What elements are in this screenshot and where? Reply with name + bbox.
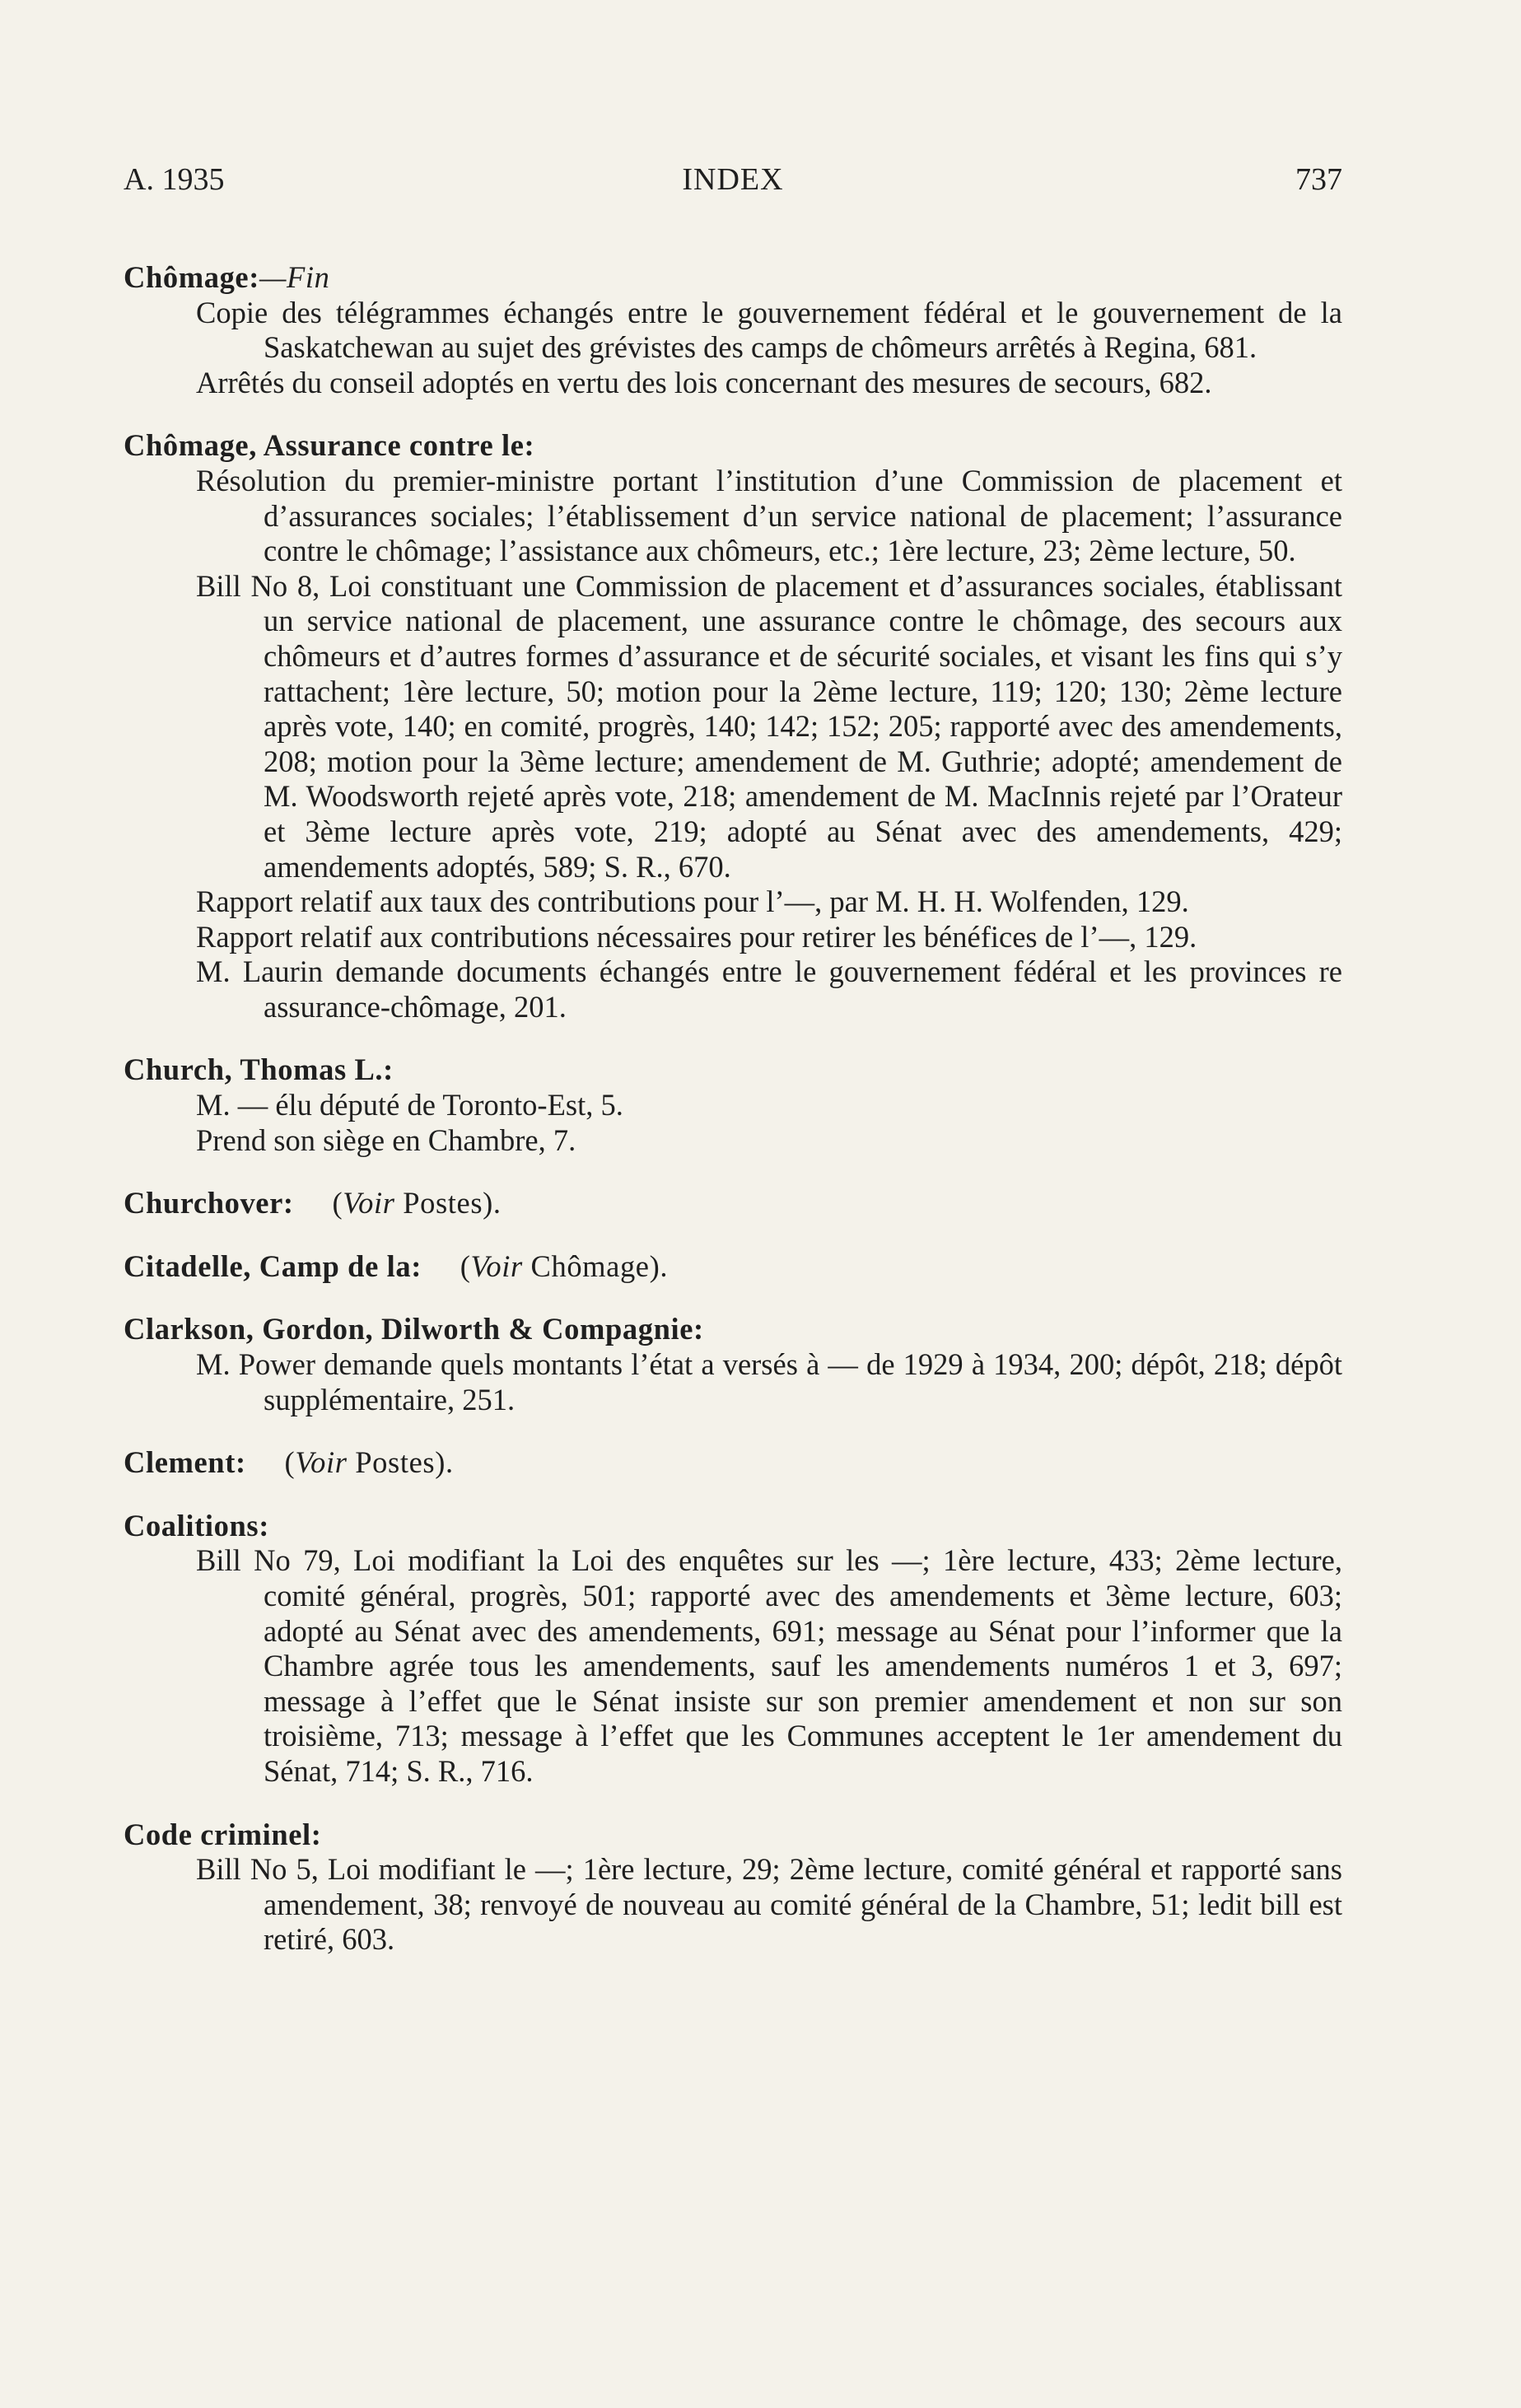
entry-heading [124, 1818, 1342, 1853]
index-entry [124, 1509, 1342, 1790]
entry-heading [124, 260, 1342, 296]
entry-heading [124, 1509, 1342, 1544]
page-header [124, 161, 1342, 203]
cross-reference-word: Voir [343, 1186, 395, 1220]
cross-reference-target: Chômage [522, 1248, 650, 1283]
index-entry [124, 1052, 1342, 1158]
header-title: INDEX [682, 162, 784, 197]
entry-item: M. — élu député de Toronto-Est, 5. [196, 1088, 623, 1122]
entry-item: M. Laurin demande documents échangés entre le gouvernement fédéral et les provinces re assurance-chômage, 201. [196, 954, 1342, 1024]
entry-heading-suffix: —Fin [259, 260, 330, 294]
entry-heading [124, 1249, 1342, 1285]
entry-item: Arrêtés du conseil adoptés en vertu des lois concernant des mesures de secours, 682. [196, 365, 1212, 399]
entry-heading [124, 428, 1342, 464]
index-entry [124, 1186, 1342, 1221]
entry-item: Résolution du premier-ministre portant l’institution d’une Commission de placement et d’assurances sociales; l’établissement d’un service national de placement; l’assurance contre le chômage; l’assistance aux chômeurs, etc.; 1ère lecture, 23; 2ème lecture, 50. [196, 463, 1342, 568]
entry-item: Rapport relatif aux taux des contributions pour l’—, par M. H. H. Wolfenden, 129. [196, 884, 1189, 919]
entry-item: Rapport relatif aux contributions nécessaires pour retirer les bénéfices de l’—, 129. [196, 919, 1197, 954]
cross-reference-word: Voir [295, 1445, 348, 1480]
index-entry [124, 1312, 1342, 1417]
cross-reference: (Voir Postes). [293, 1186, 502, 1220]
entry-item: Prend son siège en Chambre, 7. [196, 1122, 576, 1157]
entry-heading-text: Clement: [124, 1445, 246, 1480]
cross-reference: (Voir Chômage). [421, 1248, 669, 1283]
entry-heading-text: Citadelle, Camp de la: [124, 1248, 422, 1283]
cross-reference: (Voir Postes). [245, 1445, 454, 1480]
index-entry [124, 428, 1342, 1024]
entry-heading-text: Chômage, Assurance contre le: [124, 428, 535, 463]
entry-heading-text: Churchover: [124, 1186, 294, 1220]
entry-item: Bill No 5, Loi modifiant le —; 1ère lecture, 29; 2ème lecture, comité général et rapporté sans amendement, 38; renvoyé de nouveau au comité général de la Chambre, 51; ledit bill est retiré, 603. [196, 1852, 1342, 1957]
header-page-number: 737 [1295, 162, 1342, 197]
entry-heading [124, 1312, 1342, 1347]
cross-reference-word: Voir [470, 1248, 523, 1283]
index-entries [124, 260, 1342, 1986]
index-entry [124, 1249, 1342, 1285]
entry-item: Copie des télégrammes échangés entre le gouvernement fédéral et le gouvernement de la Saskatchewan au sujet des grévistes des camps de chômeurs arrêtés à Regina, 681. [196, 295, 1342, 365]
cross-reference-target: Postes [394, 1186, 483, 1220]
index-entry [124, 260, 1342, 400]
entry-item: M. Power demande quels montants l’état a versés à — de 1929 à 1934, 200; dépôt, 218; dépôt supplémentaire, 251. [196, 1347, 1342, 1416]
entry-heading-text: Chômage: [124, 260, 259, 294]
entry-heading-text: Code criminel: [124, 1817, 322, 1851]
header-year: A. 1935 [124, 162, 225, 197]
entry-heading-text: Church, Thomas L.: [124, 1052, 394, 1087]
index-entry [124, 1445, 1342, 1481]
entry-heading [124, 1052, 1342, 1088]
entry-heading [124, 1186, 1342, 1221]
cross-reference-target: Postes [347, 1445, 436, 1480]
entry-item: Bill No 79, Loi modifiant la Loi des enquêtes sur les —; 1ère lecture, 433; 2ème lecture, comité général, progrès, 501; rapporté avec des amendements et 3ème lecture, 603; adopté au Sénat avec des amendements, 691; message au Sénat pour l’informer que la Chambre agrée tous les amendements, sauf les amendements numéros 1 et 3, 697; message à l’effet que le Sénat insiste sur son premier amendement et non sur son troisième, 713; message à l’effet que les Communes acceptent le 1er amendement du Sénat, 714; S. R., 716. [196, 1543, 1342, 1788]
entry-heading-text: Coalitions: [124, 1508, 269, 1542]
entry-heading-text: Clarkson, Gordon, Dilworth & Compagnie: [124, 1312, 704, 1346]
index-entry [124, 1818, 1342, 1958]
entry-item: Bill No 8, Loi constituant une Commission de placement et d’assurances sociales, établissant un service national de placement, une assurance contre le chômage, des secours aux chômeurs et d’autres formes d’assurance et de sécurité sociales, et visant les fins qui s’y rattachent; 1ère lecture, 50; motion pour la 2ème lecture, 119; 120; 130; 2ème lecture après vote, 140; en comité, progrès, 140; 142; 152; 205; rapporté avec des amendements, 208; motion pour la 3ème lecture; amendement de M. Guthrie; adopté; amendement de M. Woodsworth rejeté après vote, 218; amendement de M. MacInnis rejeté par l’Orateur et 3ème lecture après vote, 219; adopté au Sénat avec des amendements, 429; amendements adoptés, 589; S. R., 670. [196, 568, 1342, 884]
entry-heading [124, 1445, 1342, 1481]
